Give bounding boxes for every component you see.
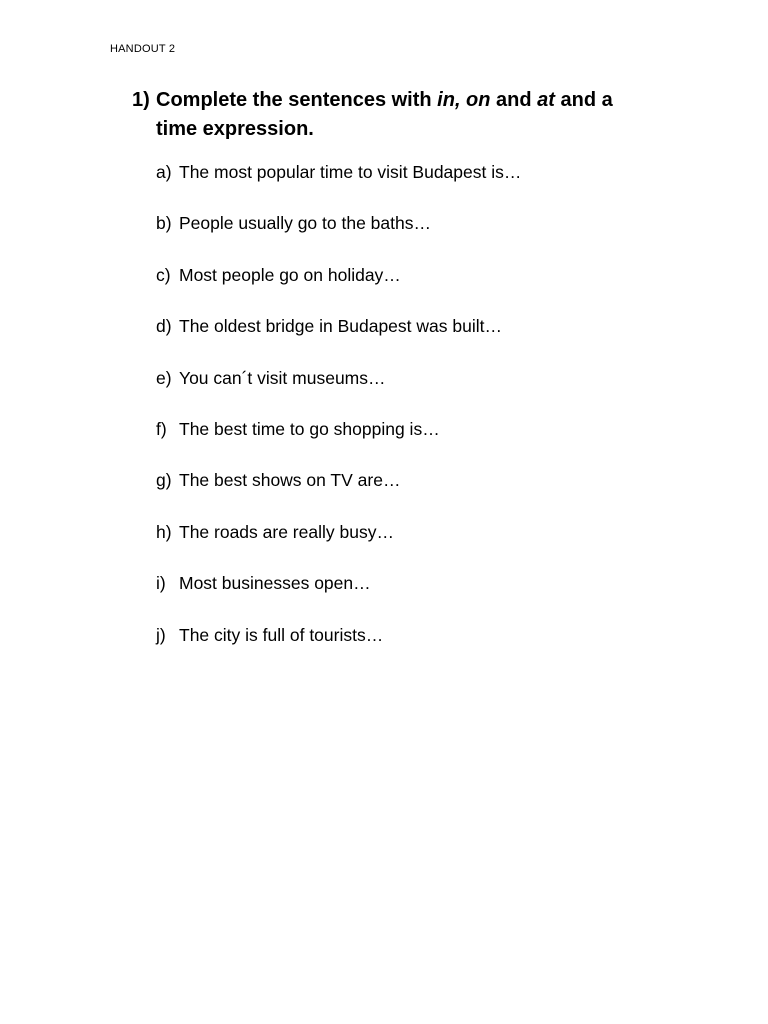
handout-label: HANDOUT 2	[110, 43, 176, 55]
sentence-item	[156, 417, 676, 468]
sentence-item	[156, 314, 676, 365]
sentence-item	[156, 263, 676, 314]
item-letter: a)	[156, 162, 172, 182]
item-letter: c)	[156, 264, 171, 285]
item-text: Most businesses open…	[179, 573, 371, 594]
exercise-heading	[132, 86, 652, 144]
item-letter: h)	[156, 521, 172, 542]
item-letter: g)	[156, 470, 172, 491]
item-text: The roads are really busy…	[179, 521, 394, 542]
sentence-item	[156, 520, 676, 571]
item-letter: f)	[156, 418, 167, 439]
item-text: People usually go to the baths…	[179, 213, 431, 234]
item-letter: d)	[156, 316, 172, 337]
item-letter: e)	[156, 367, 172, 388]
exercise-number: 1)	[132, 89, 150, 111]
title-text-part: Complete the sentences with	[156, 89, 438, 111]
exercise-heading-block	[132, 86, 652, 144]
sentence-item	[156, 571, 676, 622]
sentence-item	[156, 468, 676, 519]
title-italic-at: at	[537, 89, 555, 111]
title-text-part: and a time expression.	[156, 89, 613, 140]
item-text: The oldest bridge in Budapest was built…	[179, 316, 502, 337]
title-italic-in-on: in, on	[437, 89, 491, 111]
item-text: The best time to go shopping is…	[179, 418, 440, 439]
item-text: Most people go on holiday…	[179, 264, 401, 285]
title-text-part: and	[490, 89, 538, 111]
item-text: The most popular time to visit Budapest is…	[179, 162, 522, 182]
item-letter: j)	[156, 624, 166, 645]
exercise-title	[156, 86, 652, 144]
sentence-item	[156, 211, 676, 262]
item-text: The best shows on TV are…	[179, 470, 401, 491]
sentence-item	[156, 160, 676, 211]
item-letter: b)	[156, 213, 172, 234]
item-text: You can´t visit museums…	[179, 367, 386, 388]
sentence-item	[156, 623, 676, 674]
item-text: The city is full of tourists…	[179, 624, 384, 645]
item-letter: i)	[156, 573, 166, 594]
sentence-item	[156, 366, 676, 417]
sentence-list	[156, 160, 676, 674]
